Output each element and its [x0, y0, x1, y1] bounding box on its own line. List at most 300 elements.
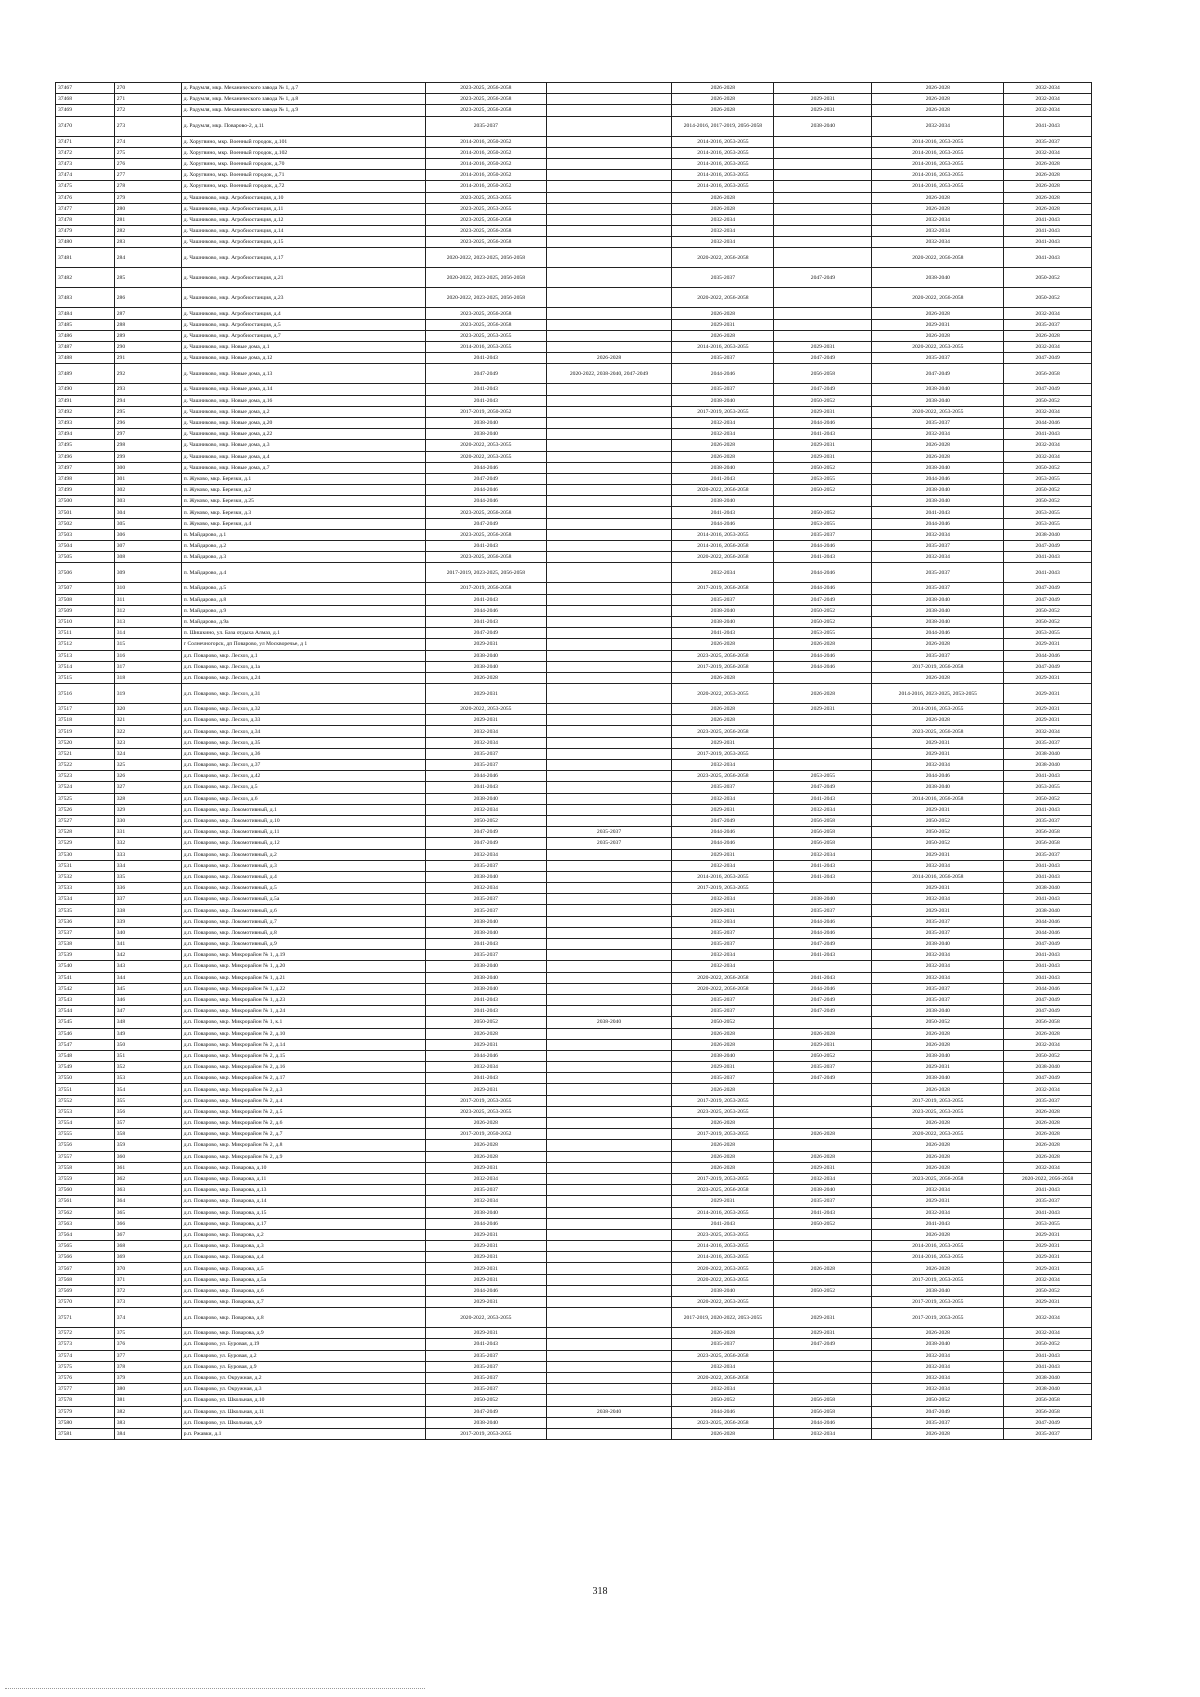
table-cell: 2044-2046 [426, 1285, 547, 1296]
table-cell: 2044-2046 [774, 650, 872, 661]
table-cell: 2053-2055 [774, 628, 872, 639]
table-cell [774, 1106, 872, 1117]
table-cell: д.п. Поварово, мкр. Лесхоз, д.5 [181, 782, 425, 793]
table-cell: 2014-2016, 2053-2055 [872, 147, 1004, 158]
table-cell [546, 726, 672, 737]
table-cell: 2023-2025, 2053-2055 [426, 330, 547, 341]
table-cell [546, 1395, 672, 1406]
table-cell: 37575 [56, 1361, 115, 1372]
table-cell: 2032-2034 [426, 1062, 547, 1073]
table-cell [546, 1196, 672, 1207]
table-cell: 2032-2034 [872, 1372, 1004, 1383]
table-cell: 2032-2034 [1004, 147, 1092, 158]
table-cell: 2041-2043 [426, 395, 547, 406]
table-cell: д.п. Поварово, мкр. Локомотивный, д.2 [181, 849, 425, 860]
table-cell: 300 [114, 462, 181, 473]
table-cell: 2029-2031 [872, 883, 1004, 894]
table-cell: 270 [114, 83, 181, 94]
table-cell: 2032-2034 [1004, 726, 1092, 737]
table-cell: 2044-2046 [1004, 417, 1092, 428]
table-cell: 37548 [56, 1050, 115, 1061]
table-cell: 2035-2037 [1004, 1428, 1092, 1439]
table-cell: д.п. Поварово, мкр. Локомотивный, д.5а [181, 894, 425, 905]
table-row [56, 594, 1092, 605]
table-cell: 2035-2037 [672, 994, 774, 1005]
table-cell: 2026-2028 [1004, 1028, 1092, 1039]
table-cell: 37558 [56, 1162, 115, 1173]
table-row [56, 1395, 1092, 1406]
table-cell: 37540 [56, 961, 115, 972]
table-cell: 2047-2049 [426, 838, 547, 849]
table-cell: 2032-2034 [872, 972, 1004, 983]
table-cell: 2029-2031 [426, 1263, 547, 1274]
table-cell: 2032-2034 [1004, 1084, 1092, 1095]
table-cell: 2026-2028 [426, 1118, 547, 1129]
table-cell: 2035-2037 [672, 1073, 774, 1084]
table-cell: д.п. Поварово, мкр. Локомотивный, д.4 [181, 871, 425, 882]
table-cell [774, 737, 872, 748]
table-cell: 349 [114, 1028, 181, 1039]
table-cell: 2032-2034 [672, 237, 774, 248]
table-cell: 2029-2031 [774, 406, 872, 417]
table-cell: 2050-2052 [426, 815, 547, 826]
table-cell: 2032-2034 [426, 737, 547, 748]
table-cell: 2035-2037 [872, 916, 1004, 927]
table-cell: 37496 [56, 451, 115, 462]
table-cell: 2029-2031 [774, 1308, 872, 1328]
table-cell: 2023-2025, 2056-2058 [426, 552, 547, 563]
table-cell [546, 529, 672, 540]
table-cell: 314 [114, 628, 181, 639]
table-cell: 2023-2025, 2053-2055 [872, 1106, 1004, 1117]
table-cell: 2038-2040 [546, 1406, 672, 1417]
table-cell: 37506 [56, 563, 115, 583]
table-cell: 2038-2040 [872, 1073, 1004, 1084]
table-row [56, 268, 1092, 288]
table-cell: 37521 [56, 748, 115, 759]
table-cell: 2029-2031 [426, 1039, 547, 1050]
table-cell: 2038-2040 [546, 1017, 672, 1028]
table-row [56, 170, 1092, 181]
table-cell: 2020-2022, 2053-2055 [426, 451, 547, 462]
table-cell: 2014-2016, 2053-2055 [672, 147, 774, 158]
table-cell: 319 [114, 684, 181, 704]
table-cell: 2041-2043 [1004, 871, 1092, 882]
table-cell: 291 [114, 353, 181, 364]
table-cell: 2035-2037 [872, 563, 1004, 583]
table-cell: 2023-2025, 2056-2058 [672, 1417, 774, 1428]
table-cell: 2041-2043 [774, 950, 872, 961]
table-cell: д.п. Поварово, ул. Буровая, д.9 [181, 1361, 425, 1372]
table-cell: 37526 [56, 804, 115, 815]
table-cell: 37571 [56, 1308, 115, 1328]
table-cell: 2020-2022, 2053-2055 [872, 406, 1004, 417]
table-cell: 37498 [56, 473, 115, 484]
table-cell: 2041-2043 [426, 616, 547, 627]
table-cell: 2020-2022, 2056-2058 [872, 288, 1004, 308]
table-cell: 368 [114, 1241, 181, 1252]
table-cell: 2050-2052 [872, 1017, 1004, 1028]
table-cell: 305 [114, 518, 181, 529]
table-cell: 2053-2055 [774, 518, 872, 529]
table-cell: 2014-2016, 2053-2055 [672, 529, 774, 540]
table-cell [546, 147, 672, 158]
table-cell: 2050-2052 [1004, 616, 1092, 627]
table-cell [546, 288, 672, 308]
table-row [56, 226, 1092, 237]
table-cell: д.п. Поварово, мкр. Локомотивный, д.3 [181, 860, 425, 871]
table-cell: 2050-2052 [1004, 1050, 1092, 1061]
table-cell: 2041-2043 [426, 594, 547, 605]
table-cell: 303 [114, 496, 181, 507]
table-cell: 2032-2034 [672, 563, 774, 583]
table-cell: 2035-2037 [774, 905, 872, 916]
table-cell: 2038-2040 [1004, 883, 1092, 894]
table-row [56, 905, 1092, 916]
table-cell: 366 [114, 1218, 181, 1229]
table-cell: 2026-2028 [672, 192, 774, 203]
table-cell: 2032-2034 [872, 961, 1004, 972]
table-cell: 2029-2031 [774, 451, 872, 462]
table-cell: п. Жуково, мкр. Березки, д.2 [181, 485, 425, 496]
table-cell [546, 552, 672, 563]
table-cell: 2014-2016, 2056-2058 [672, 541, 774, 552]
table-cell [774, 214, 872, 225]
table-cell: 2044-2046 [774, 1417, 872, 1428]
table-cell: 37527 [56, 815, 115, 826]
footer-dotted-line [5, 1688, 425, 1689]
table-row [56, 440, 1092, 451]
table-cell [546, 473, 672, 484]
table-cell: 37476 [56, 192, 115, 203]
table-row [56, 827, 1092, 838]
table-cell [546, 214, 672, 225]
table-cell: 2047-2049 [1004, 541, 1092, 552]
table-row [56, 1285, 1092, 1296]
table-cell: 2038-2040 [872, 485, 1004, 496]
table-cell [546, 429, 672, 440]
table-cell: 2038-2040 [426, 417, 547, 428]
table-row [56, 364, 1092, 384]
table-row [56, 815, 1092, 826]
table-cell: 2032-2034 [1004, 105, 1092, 116]
table-cell: 37493 [56, 417, 115, 428]
table-cell: 2041-2043 [672, 507, 774, 518]
table-cell: 2026-2028 [872, 639, 1004, 650]
table-cell: 2035-2037 [1004, 319, 1092, 330]
table-cell: 345 [114, 983, 181, 994]
table-cell: 2017-2019, 2053-2055 [872, 1095, 1004, 1106]
table-cell [774, 883, 872, 894]
table-cell: 2032-2034 [672, 760, 774, 771]
table-cell: 2017-2019, 2053-2055 [872, 1274, 1004, 1285]
table-cell: 2038-2040 [426, 650, 547, 661]
table-cell: 296 [114, 417, 181, 428]
table-cell: 2041-2043 [426, 994, 547, 1005]
table-cell: 2044-2046 [872, 518, 1004, 529]
table-cell: д.п. Поварово, мкр. Микрорайон № 2, д.6 [181, 1118, 425, 1129]
table-cell: 2038-2040 [872, 384, 1004, 395]
table-row [56, 1328, 1092, 1339]
table-cell: 344 [114, 972, 181, 983]
table-cell: 2026-2028 [1004, 192, 1092, 203]
table-cell: 273 [114, 116, 181, 136]
table-cell: 2020-2022, 2053-2055 [872, 1129, 1004, 1140]
table-cell: 2023-2025, 2053-2055 [426, 203, 547, 214]
table-cell: 37490 [56, 384, 115, 395]
table-cell: 2032-2034 [1004, 308, 1092, 319]
table-cell: 2035-2037 [426, 1185, 547, 1196]
table-cell: 2026-2028 [774, 684, 872, 704]
table-cell: д.п. Поварово, мкр. Поварова, д.7 [181, 1297, 425, 1308]
table-cell: 2041-2043 [774, 972, 872, 983]
table-cell [774, 1118, 872, 1129]
table-cell [546, 905, 672, 916]
table-cell: 2053-2055 [1004, 628, 1092, 639]
table-cell: 320 [114, 704, 181, 715]
table-cell: 356 [114, 1106, 181, 1117]
table-cell: 2014-2016, 2053-2055 [426, 342, 547, 353]
table-cell: 2026-2028 [672, 308, 774, 319]
table-cell: 378 [114, 1361, 181, 1372]
table-cell: 2029-2031 [872, 804, 1004, 815]
table-cell: д.п. Поварово, мкр. Микрорайон № 2, д.8 [181, 1140, 425, 1151]
table-cell: 2026-2028 [872, 1328, 1004, 1339]
table-cell: 37569 [56, 1285, 115, 1296]
table-cell: 2017-2019, 2050-2052 [426, 406, 547, 417]
table-cell: д.п. Поварово, мкр. Микрорайон № 2, д.7 [181, 1129, 425, 1140]
table-cell [546, 1162, 672, 1173]
table-cell: 37495 [56, 440, 115, 451]
table-cell [774, 1095, 872, 1106]
table-cell: 2014-2016, 2053-2055 [672, 158, 774, 169]
table-cell: 37557 [56, 1151, 115, 1162]
table-cell: 2050-2052 [774, 605, 872, 616]
table-cell: д. Чашниково, мкр. Агробиостанция, д.10 [181, 192, 425, 203]
table-cell: 2023-2025, 2056-2058 [426, 308, 547, 319]
table-cell: 2038-2040 [872, 268, 1004, 288]
table-cell [774, 496, 872, 507]
table-row [56, 353, 1092, 364]
table-cell: 2035-2037 [1004, 136, 1092, 147]
table-cell: 2029-2031 [672, 737, 774, 748]
table-cell: 2032-2034 [1004, 406, 1092, 417]
table-cell: 2026-2028 [672, 639, 774, 650]
table-cell: д.п. Поварово, мкр. Локомотивный, д.8 [181, 927, 425, 938]
table-cell: 2041-2043 [774, 793, 872, 804]
table-cell: 2014-2016, 2023-2025, 2053-2055 [872, 684, 1004, 704]
table-cell: 2026-2028 [872, 192, 1004, 203]
table-row [56, 496, 1092, 507]
table-cell: 2017-2019, 2023-2025, 2056-2058 [426, 563, 547, 583]
table-cell: 2050-2052 [1004, 395, 1092, 406]
table-cell: 2041-2043 [1004, 248, 1092, 268]
table-cell: п. Майдарово, д.4 [181, 563, 425, 583]
table-cell: 2023-2025, 2056-2058 [426, 226, 547, 237]
table-cell [546, 342, 672, 353]
table-row [56, 1339, 1092, 1350]
table-cell: 2050-2052 [1004, 1339, 1092, 1350]
table-cell: 353 [114, 1073, 181, 1084]
table-cell [774, 136, 872, 147]
table-cell: 2053-2055 [774, 473, 872, 484]
table-cell: 2029-2031 [672, 1062, 774, 1073]
table-cell: 2023-2025, 2056-2058 [426, 529, 547, 540]
table-row [56, 1350, 1092, 1361]
table-row [56, 1308, 1092, 1328]
table-cell: 2026-2028 [672, 440, 774, 451]
table-cell [546, 116, 672, 136]
table-cell [546, 1241, 672, 1252]
table-row [56, 1017, 1092, 1028]
table-cell: 2047-2049 [1004, 661, 1092, 672]
table-cell: 2014-2016, 2050-2052 [426, 147, 547, 158]
table-cell: 276 [114, 158, 181, 169]
table-cell: 318 [114, 672, 181, 683]
table-cell: 343 [114, 961, 181, 972]
table-cell: 2020-2022, 2053-2055 [426, 1308, 547, 1328]
table-cell: 2041-2043 [426, 353, 547, 364]
table-cell: 2029-2031 [426, 1328, 547, 1339]
table-cell [546, 395, 672, 406]
table-cell [774, 248, 872, 268]
table-cell: 2026-2028 [1004, 1129, 1092, 1140]
table-cell: 37505 [56, 552, 115, 563]
table-cell: 37515 [56, 672, 115, 683]
table-cell: 2041-2043 [1004, 1207, 1092, 1218]
table-cell: д.п. Поварово, мкр. Локомотивный, д.10 [181, 815, 425, 826]
table-cell: 37477 [56, 203, 115, 214]
table-cell: 2044-2046 [426, 605, 547, 616]
table-cell: 2026-2028 [872, 83, 1004, 94]
table-cell [546, 760, 672, 771]
table-cell: 375 [114, 1328, 181, 1339]
table-cell: д. Чашниково, мкр. Новые дома, д.13 [181, 364, 425, 384]
table-cell: д. Радумля, мкр. Механического завода № 1, д.9 [181, 105, 425, 116]
table-cell: 2038-2040 [426, 972, 547, 983]
table-cell: 2041-2043 [672, 473, 774, 484]
table-row [56, 319, 1092, 330]
table-cell: 2050-2052 [1004, 485, 1092, 496]
table-cell [546, 1361, 672, 1372]
table-cell: 37574 [56, 1350, 115, 1361]
table-cell: 2035-2037 [426, 1372, 547, 1383]
table-cell: 2047-2049 [774, 1339, 872, 1350]
table-cell: д. Чашниково, мкр. Новые дома, д.20 [181, 417, 425, 428]
table-cell [546, 1173, 672, 1184]
table-cell: д. Чашниково, мкр. Агробиостанция, д.14 [181, 226, 425, 237]
table-cell: д.п. Поварово, мкр. Поварова, д.2 [181, 1229, 425, 1240]
table-cell: 2032-2034 [872, 1207, 1004, 1218]
table-cell: 2053-2055 [1004, 473, 1092, 484]
table-cell: 2029-2031 [1004, 1297, 1092, 1308]
table-row [56, 417, 1092, 428]
table-cell: 37469 [56, 105, 115, 116]
table-cell: 2023-2025, 2056-2058 [426, 83, 547, 94]
table-cell: 2038-2040 [426, 1417, 547, 1428]
table-cell: 2044-2046 [872, 473, 1004, 484]
table-cell: 2026-2028 [672, 94, 774, 105]
table-cell: 2035-2037 [672, 939, 774, 950]
table-cell: 2038-2040 [426, 429, 547, 440]
table-cell [546, 485, 672, 496]
table-cell: 37556 [56, 1140, 115, 1151]
table-cell: 2041-2043 [1004, 804, 1092, 815]
table-cell: 37532 [56, 871, 115, 882]
table-cell: 37508 [56, 594, 115, 605]
table-cell: 2017-2019, 2053-2055 [872, 1308, 1004, 1328]
table-cell: 361 [114, 1162, 181, 1173]
table-cell: 2041-2043 [1004, 116, 1092, 136]
table-cell: 2020-2022, 2056-2058 [872, 248, 1004, 268]
table-cell: 2032-2034 [872, 1350, 1004, 1361]
table-cell [546, 1095, 672, 1106]
table-row [56, 1095, 1092, 1106]
table-cell: 325 [114, 760, 181, 771]
table-cell: 2032-2034 [774, 849, 872, 860]
table-cell: 2014-2016, 2053-2055 [672, 1241, 774, 1252]
table-cell: 2050-2052 [774, 395, 872, 406]
table-cell: д.п. Поварово, мкр. Лесхоз, д.35 [181, 737, 425, 748]
table-cell: д. Чашниково, мкр. Новые дома, д.22 [181, 429, 425, 440]
table-cell: 2029-2031 [1004, 704, 1092, 715]
table-row [56, 1229, 1092, 1240]
table-cell: д.п. Поварово, мкр. Микрорайон № 2, д.14 [181, 1039, 425, 1050]
table-cell: 2026-2028 [872, 308, 1004, 319]
table-cell: д.п. Поварово, мкр. Локомотивный, д.6 [181, 905, 425, 916]
table-cell: 2014-2016, 2050-2052 [426, 181, 547, 192]
table-cell: 2035-2037 [672, 1006, 774, 1017]
table-cell: 37531 [56, 860, 115, 871]
table-cell: 2038-2040 [872, 605, 1004, 616]
table-cell: 37519 [56, 726, 115, 737]
table-cell: 2029-2031 [672, 905, 774, 916]
table-row [56, 704, 1092, 715]
table-cell: 2038-2040 [426, 927, 547, 938]
table-cell: 37530 [56, 849, 115, 860]
table-cell: 2020-2022, 2056-2058 [672, 288, 774, 308]
table-cell: 37472 [56, 147, 115, 158]
table-cell [546, 384, 672, 395]
table-cell: 2038-2040 [872, 1050, 1004, 1061]
table-cell: 2035-2037 [872, 983, 1004, 994]
table-cell: 2026-2028 [672, 1428, 774, 1439]
table-cell: 2041-2043 [426, 541, 547, 552]
table-row [56, 1073, 1092, 1084]
table-cell: 302 [114, 485, 181, 496]
table-cell: 2047-2049 [426, 518, 547, 529]
table-cell: 2026-2028 [672, 105, 774, 116]
table-cell: 2029-2031 [426, 1252, 547, 1263]
table-cell: д. Хоругвино, мкр. Военный городок, д.70 [181, 158, 425, 169]
table-cell: 2026-2028 [872, 1084, 1004, 1095]
table-cell: 2050-2052 [774, 485, 872, 496]
table-cell: 316 [114, 650, 181, 661]
table-cell: 37552 [56, 1095, 115, 1106]
table-cell: 331 [114, 827, 181, 838]
table-cell [546, 860, 672, 871]
table-cell [546, 950, 672, 961]
table-cell: 283 [114, 237, 181, 248]
table-cell: 2017-2019, 2020-2022, 2053-2055 [672, 1308, 774, 1328]
table-cell: 37513 [56, 650, 115, 661]
table-cell: 37494 [56, 429, 115, 440]
table-row [56, 849, 1092, 860]
table-cell: 2026-2028 [1004, 1151, 1092, 1162]
table-cell: 2032-2034 [672, 417, 774, 428]
table-cell: д.п. Поварово, мкр. Лесхоз, д.34 [181, 726, 425, 737]
table-cell [546, 1118, 672, 1129]
